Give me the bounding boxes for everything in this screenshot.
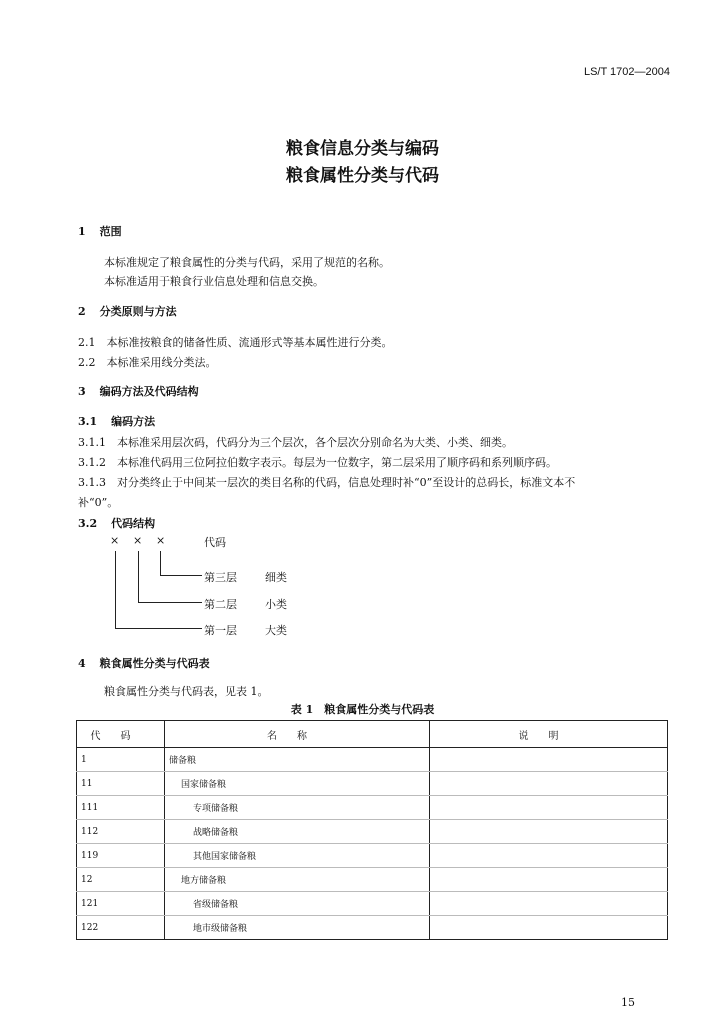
- table-row: [77, 748, 668, 772]
- level3-label: 第三层: [204, 571, 237, 584]
- section-4-title: 粮食属性分类与代码表: [99, 657, 210, 670]
- section-2-heading: [78, 303, 177, 319]
- clause-3-1-3-line2: 补“0”。: [78, 496, 119, 509]
- cell-note: [430, 916, 668, 940]
- header-name: 名称: [165, 721, 430, 748]
- section-3-2-heading: [78, 515, 155, 531]
- level1-label: 第一层: [204, 624, 237, 637]
- level1-name: 大类: [265, 624, 287, 637]
- table-row: [77, 796, 668, 820]
- level3-connector: [160, 551, 161, 575]
- table-row: [77, 772, 668, 796]
- cell-note: [430, 820, 668, 844]
- code-digit-1: ×: [110, 534, 120, 547]
- table-row: [77, 844, 668, 868]
- cell-name: 其他国家储备粮: [165, 844, 430, 868]
- level1-connector: [115, 551, 116, 628]
- cell-note: [430, 796, 668, 820]
- section-4-number: 4: [78, 657, 86, 670]
- section-3-2-number: 3.2: [78, 517, 98, 530]
- section-3-1-heading: [78, 413, 155, 429]
- section-1-heading: [78, 223, 122, 239]
- code-label: 代码: [204, 536, 226, 549]
- cell-code: 111: [77, 796, 165, 820]
- standard-number: LS/T 1702—2004: [583, 66, 670, 78]
- header-note: 说明: [430, 721, 668, 748]
- scope-paragraph-2: 本标准适用于粮食行业信息处理和信息交换。: [104, 275, 324, 288]
- section-1-title: 范围: [99, 225, 122, 238]
- code-digit-2: ×: [133, 534, 143, 547]
- clause-2-1: 2.1 本标准按粮食的储备性质、流通形式等基本属性进行分类。: [78, 336, 393, 349]
- table-caption: 表 1 粮食属性分类与代码表: [290, 703, 435, 716]
- clause-2-2: 2.2 本标准采用线分类法。: [78, 356, 217, 369]
- cell-name: 国家储备粮: [165, 772, 430, 796]
- cell-code: 1: [77, 748, 165, 772]
- header-code: 代码: [77, 721, 165, 748]
- section-3-title: 编码方法及代码结构: [99, 385, 199, 398]
- cell-name: 战略储备粮: [165, 820, 430, 844]
- cell-name: 地市级储备粮: [165, 916, 430, 940]
- cell-name: 储备粮: [165, 748, 430, 772]
- clause-3-1-2: 3.1.2 本标准代码用三位阿拉伯数字表示。每层为一位数字，第二层采用了顺序码和系列顺序码。: [78, 456, 557, 469]
- clause-3-1-1: 3.1.1 本标准采用层次码，代码分为三个层次，各个层次分别命名为大类、小类、细类。: [78, 436, 513, 449]
- section-4-paragraph: 粮食属性分类与代码表，见表 1。: [104, 685, 269, 698]
- cell-name: 地方储备粮: [165, 868, 430, 892]
- level3-name: 细类: [265, 571, 287, 584]
- cell-name: 省级储备粮: [165, 892, 430, 916]
- document-subtitle: 粮食属性分类与代码: [286, 166, 439, 186]
- section-3-1-number: 3.1: [78, 415, 98, 428]
- table-body: [77, 748, 668, 940]
- clause-3-1-3-line1: 3.1.3 对分类终止于中间某一层次的类目名称的代码，信息处理时补“0”至设计的总码长，标准文本不: [78, 476, 576, 489]
- table-row: [77, 868, 668, 892]
- cell-code: 121: [77, 892, 165, 916]
- section-3-number: 3: [78, 385, 86, 398]
- cell-code: 12: [77, 868, 165, 892]
- cell-code: 119: [77, 844, 165, 868]
- section-4-heading: [78, 655, 210, 671]
- cell-note: [430, 868, 668, 892]
- code-structure-diagram: [110, 532, 410, 642]
- document-title: 粮食信息分类与编码: [286, 139, 439, 159]
- code-digit-3: ×: [156, 534, 166, 547]
- attribute-code-table: [76, 720, 668, 940]
- section-1-number: 1: [78, 225, 86, 238]
- scope-paragraph-1: 本标准规定了粮食属性的分类与代码，采用了规范的名称。: [104, 256, 390, 269]
- table-row: [77, 892, 668, 916]
- section-3-heading: [78, 383, 199, 399]
- section-3-2-title: 代码结构: [111, 517, 156, 530]
- section-3-1-title: 编码方法: [111, 415, 156, 428]
- level2-label: 第二层: [204, 598, 237, 611]
- cell-note: [430, 844, 668, 868]
- section-2-number: 2: [78, 305, 86, 318]
- cell-code: 112: [77, 820, 165, 844]
- level1-leader: [115, 628, 202, 629]
- cell-note: [430, 772, 668, 796]
- cell-note: [430, 748, 668, 772]
- table-row: [77, 820, 668, 844]
- cell-note: [430, 892, 668, 916]
- page-number: 15: [621, 996, 635, 1009]
- cell-name: 专项储备粮: [165, 796, 430, 820]
- level2-connector: [138, 551, 139, 602]
- table-row: [77, 916, 668, 940]
- cell-code: 11: [77, 772, 165, 796]
- level3-leader: [160, 575, 202, 576]
- level2-leader: [138, 602, 202, 603]
- cell-code: 122: [77, 916, 165, 940]
- table-header-row: [77, 721, 668, 748]
- section-2-title: 分类原则与方法: [99, 305, 177, 318]
- level2-name: 小类: [265, 598, 287, 611]
